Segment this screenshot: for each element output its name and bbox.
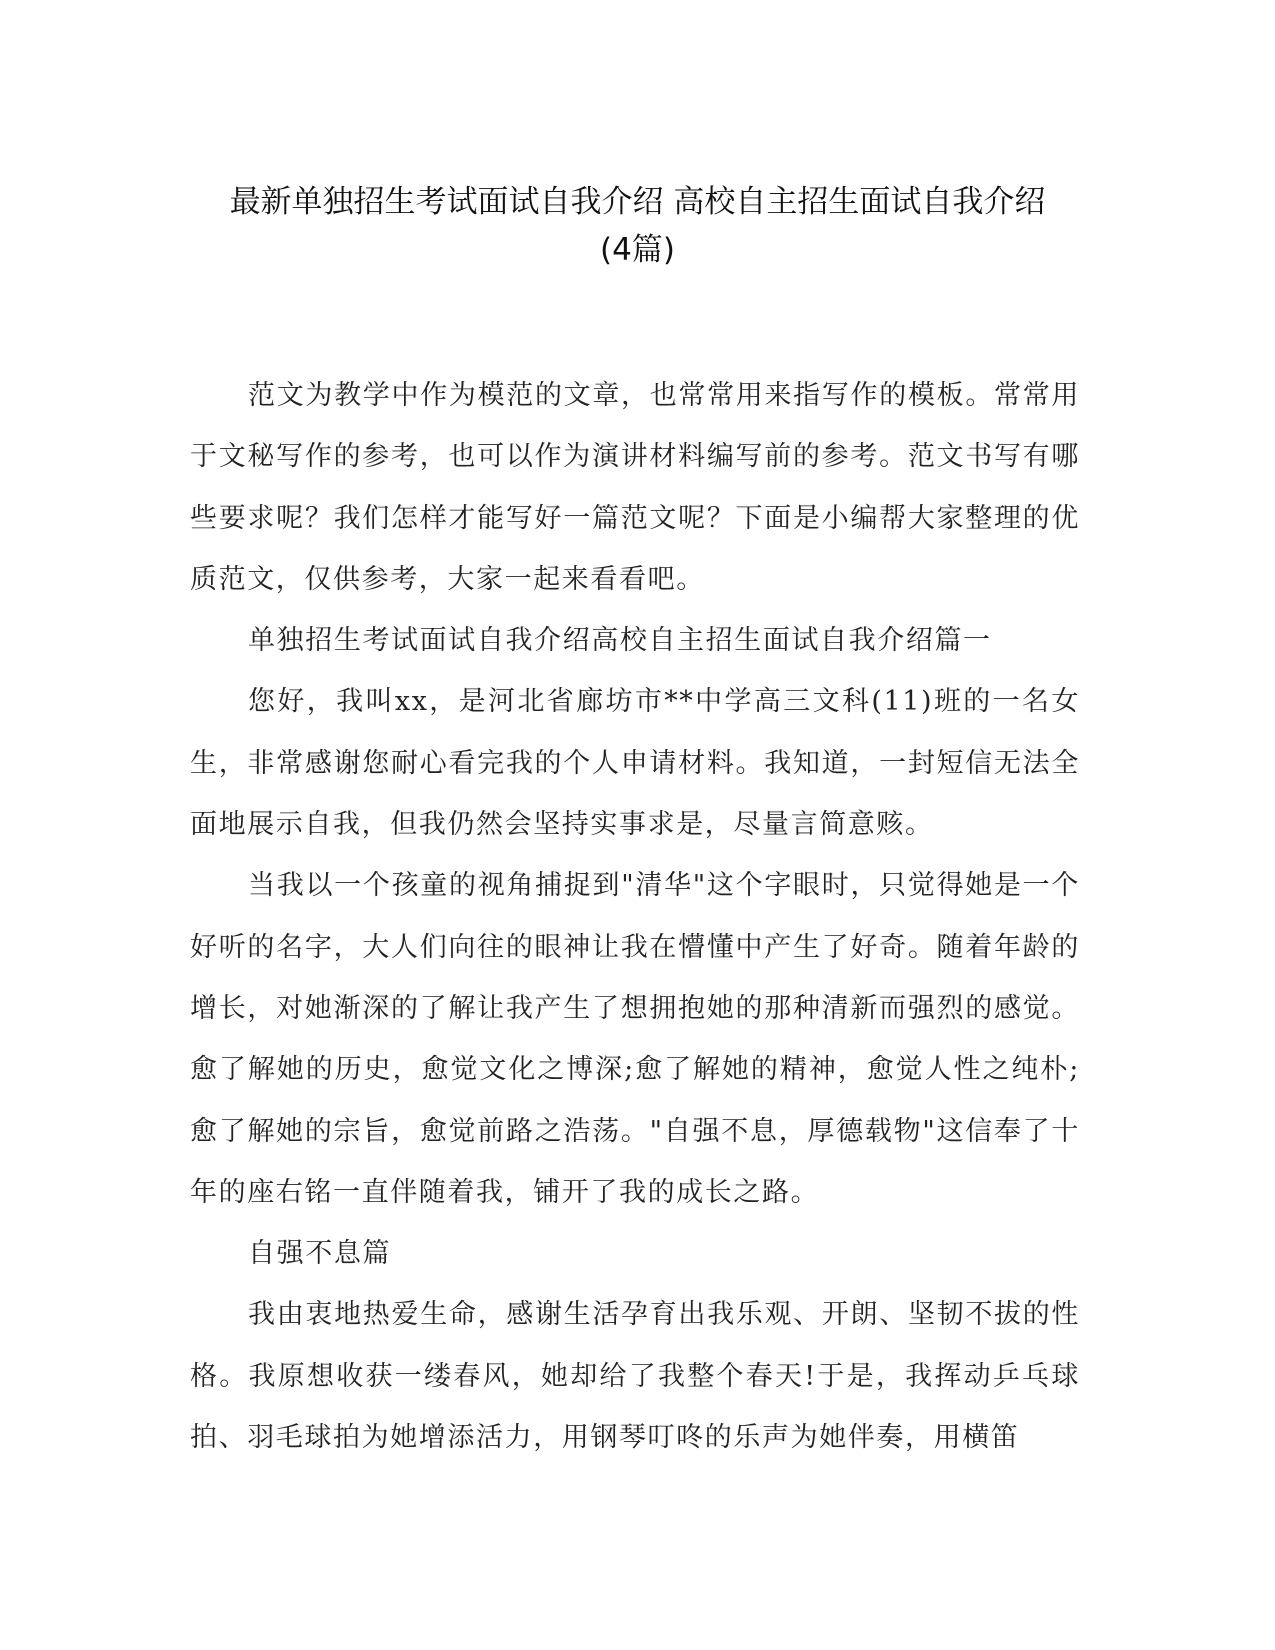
title-line-1: 最新单独招生考试面试自我介绍 高校自主招生面试自我介绍	[229, 184, 1046, 220]
paragraph-intro: 范文为教学中作为模范的文章，也常常用来指写作的模板。常常用于文秘写作的参考，也可以作为演讲材料编写前的参考。范文书写有哪些要求呢？我们怎样才能写好一篇范文呢？下面是小编帮大家整理的优质范文，仅供参考，大家一起来看看吧。	[190, 380, 1080, 595]
section-heading: 单独招生考试面试自我介绍高校自主招生面试自我介绍篇一	[248, 625, 992, 657]
document-title	[150, 178, 1125, 274]
title-line-2: (4篇)	[600, 232, 675, 268]
subheading-self-improvement: 自强不息篇	[248, 1238, 392, 1270]
paragraph-greeting: 您好，我叫xx，是河北省廊坊市**中学高三文科(11)班的一名女生，非常感谢您耐心看完我的个人申请材料。我知道，一封短信无法全面地展示自我，但我仍然会坚持实事求是，尽量言简意赅。	[190, 686, 1080, 841]
document-body	[190, 365, 1080, 1468]
paragraph-tsinghua: 当我以一个孩童的视角捕捉到"清华"这个字眼时，只觉得她是一个好听的名字，大人们向往的眼神让我在懵懂中产生了好奇。随着年龄的增长，对她渐深的了解让我产生了想拥抱她的那种清新而强烈的感觉。愈了解她的历史，愈觉文化之博深;愈了解她的精神，愈觉人性之纯朴;愈了解她的宗旨，愈觉前路之浩荡。"自强不息，厚德载物"这信奉了十年的座右铭一直伴随着我，铺开了我的成长之路。	[190, 870, 1080, 1208]
paragraph-life: 我由衷地热爱生命，感谢生活孕育出我乐观、开朗、坚韧不拔的性格。我原想收获一缕春风，她却给了我整个春天!于是，我挥动乒乓球拍、羽毛球拍为她增添活力，用钢琴叮咚的乐声为她伴奏，用横笛	[190, 1299, 1080, 1454]
